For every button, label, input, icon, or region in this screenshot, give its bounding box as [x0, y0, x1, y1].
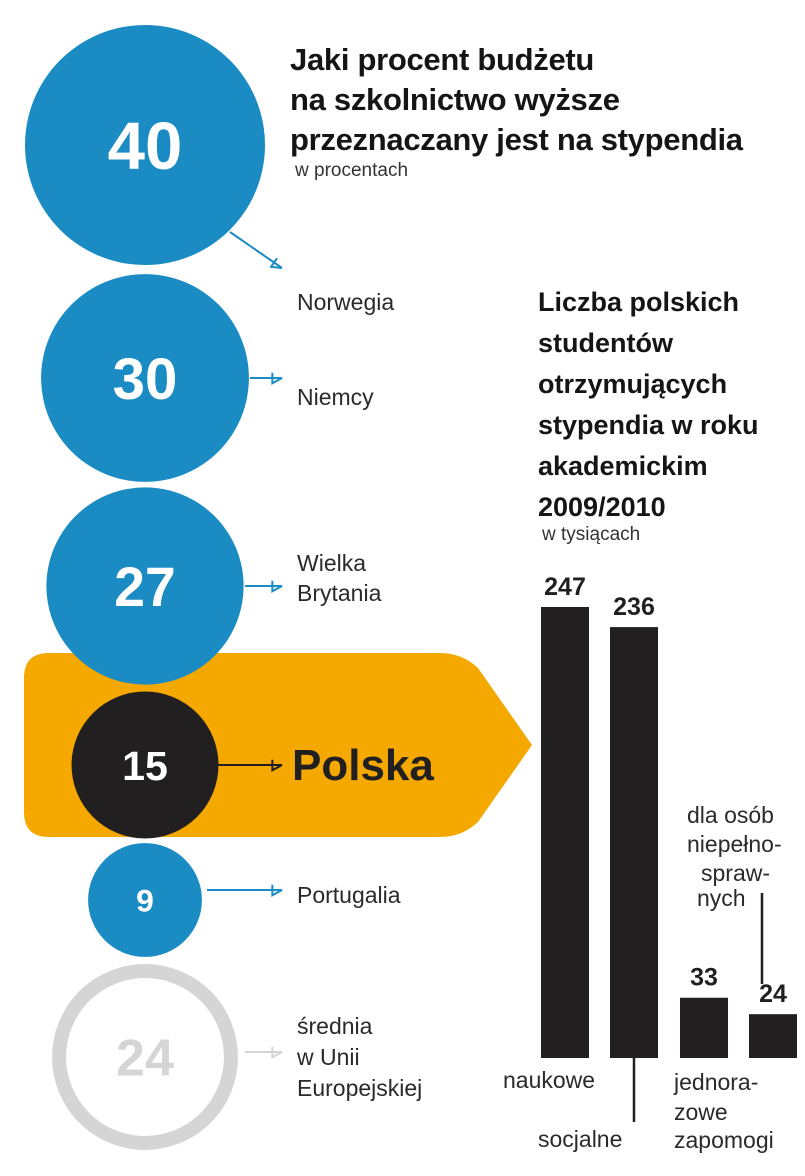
bubble-label: Europejskiej — [297, 1075, 423, 1101]
bar — [541, 607, 589, 1058]
bar-category-label: nych — [697, 885, 746, 911]
bar-category-label: socjalne — [538, 1126, 623, 1152]
bubble-value: 27 — [114, 555, 176, 618]
title-line: na szkolnictwo wyższe — [290, 82, 620, 117]
bubble-label: Portugalia — [297, 882, 401, 908]
title-line: Jaki procent budżetu — [290, 42, 595, 77]
bubble-label: Polska — [292, 741, 434, 790]
title-line: akademickim — [538, 451, 708, 481]
title-line: 2009/2010 — [538, 492, 666, 522]
bar-value-label: 24 — [759, 980, 787, 1009]
bubble-label: Wielka — [297, 550, 367, 576]
bubble-value: 9 — [136, 882, 154, 919]
bar-category-label: niepełno- — [687, 831, 782, 857]
bar — [680, 998, 728, 1058]
bar-category-label: zapomogi — [674, 1127, 774, 1153]
bar-category-label: spraw- — [701, 860, 771, 886]
bar — [610, 627, 658, 1058]
bubble-label: w Unii — [297, 1044, 360, 1070]
title-line: Liczba polskich — [538, 287, 740, 317]
bubble-value: 24 — [116, 1029, 174, 1088]
bubble-label: Norwegia — [297, 289, 395, 315]
bubble-label: Niemcy — [297, 384, 374, 410]
bubble-value: 30 — [112, 346, 178, 412]
bubble-label: Brytania — [297, 580, 382, 606]
bar-value-label: 33 — [690, 963, 718, 992]
title-line: przeznaczany jest na stypendia — [290, 122, 743, 157]
title-line: studentów — [538, 328, 673, 358]
bar-category-label: naukowe — [503, 1067, 596, 1093]
title-line: otrzymujących — [538, 369, 728, 399]
bar-category-label: jednora- — [674, 1069, 759, 1095]
chart-subtitle: w procentach — [295, 160, 409, 181]
bubble-value: 40 — [107, 109, 183, 185]
bubble-value: 15 — [122, 742, 168, 789]
bar — [749, 1014, 797, 1058]
bar-value-label: 247 — [544, 573, 586, 601]
bubble-label: średnia — [297, 1013, 373, 1039]
bar-value-label: 236 — [613, 593, 655, 622]
bar-category-label: zowe — [674, 1099, 728, 1125]
title-line: stypendia w roku — [538, 410, 759, 440]
bar-chart-subtitle: w tysiącach — [542, 524, 641, 545]
bar-category-label: dla osób — [687, 802, 774, 828]
